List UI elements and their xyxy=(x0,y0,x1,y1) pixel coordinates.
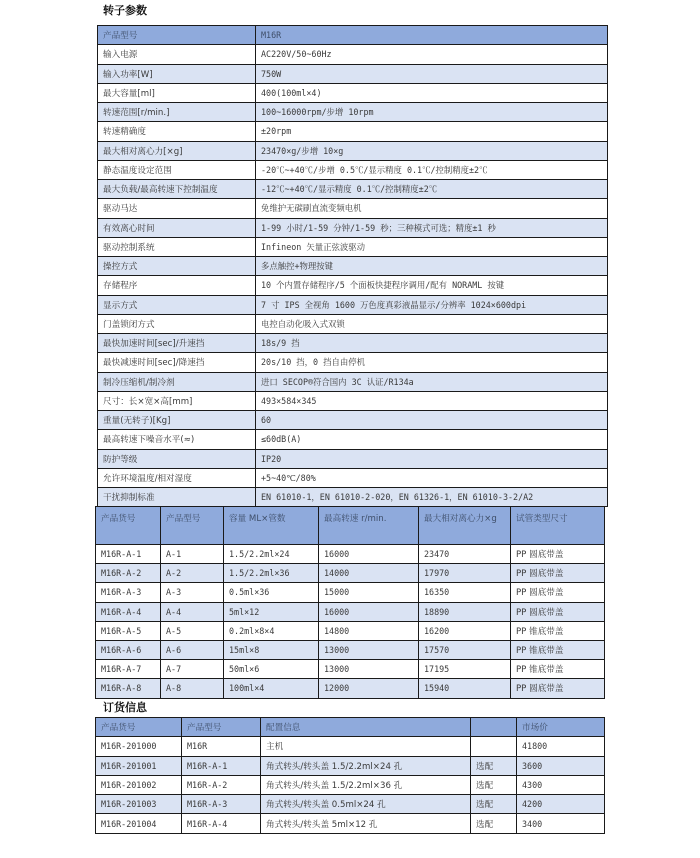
rotor-column-header: 最大相对离心力×g xyxy=(419,507,511,545)
spec-label: 最大相对离心力[×g] xyxy=(98,141,256,160)
spec-value: Infineon 矢量正弦波驱动 xyxy=(256,237,608,256)
spec-label: 产品型号 xyxy=(98,26,256,45)
rotor-cell: 15000 xyxy=(319,583,419,602)
rotor-row xyxy=(96,583,605,602)
rotor-column-header: 试管类型尺寸 xyxy=(511,507,605,545)
spec-row xyxy=(98,468,608,487)
rotor-cell: 1.5/2.2ml×36 xyxy=(224,564,319,583)
spec-label: 门盖锁闭方式 xyxy=(98,314,256,333)
spec-label: 最快减速时间[sec]/降速挡 xyxy=(98,353,256,372)
order-row xyxy=(96,795,605,814)
rotor-cell: M16R-A-7 xyxy=(96,660,161,679)
spec-row xyxy=(98,45,608,64)
spec-label: 干扰抑制标准 xyxy=(98,488,256,507)
rotor-row xyxy=(96,621,605,640)
rotor-cell: 15940 xyxy=(419,679,511,698)
spec-row xyxy=(98,103,608,122)
order-table xyxy=(95,717,605,834)
rotor-column-header: 产品型号 xyxy=(161,507,224,545)
spec-value: 10 个内置存储程序/5 个面板快捷程序调用/配有 NORAML 按键 xyxy=(256,276,608,295)
spec-row xyxy=(98,64,608,83)
spec-section-title: 转子参数 xyxy=(103,4,147,17)
order-cell: M16R-201003 xyxy=(96,795,182,814)
rotor-cell: 14000 xyxy=(319,564,419,583)
order-cell: 主机 xyxy=(261,737,471,756)
spec-value: M16R xyxy=(256,26,608,45)
rotor-cell: PP 锥底带盖 xyxy=(511,621,605,640)
spec-table xyxy=(97,25,608,507)
spec-row xyxy=(98,430,608,449)
spec-label: 制冷压缩机/制冷剂 xyxy=(98,372,256,391)
spec-value: 电控自动化吸入式双锁 xyxy=(256,314,608,333)
spec-value: -20℃~+40℃/步增 0.5℃/显示精度 0.1℃/控制精度±2℃ xyxy=(256,160,608,179)
order-cell: 4300 xyxy=(517,775,605,794)
spec-row xyxy=(98,180,608,199)
order-header-row xyxy=(96,718,605,737)
rotor-cell: M16R-A-6 xyxy=(96,640,161,659)
spec-label: 允许环境温度/相对湿度 xyxy=(98,468,256,487)
order-cell: M16R xyxy=(182,737,261,756)
spec-value: ±20rpm xyxy=(256,122,608,141)
rotor-cell: PP 圆底带盖 xyxy=(511,583,605,602)
rotor-column-header: 产品货号 xyxy=(96,507,161,545)
rotor-cell: M16R-A-4 xyxy=(96,602,161,621)
order-cell: 3600 xyxy=(517,756,605,775)
spec-value: 60 xyxy=(256,411,608,430)
rotor-cell: 1.5/2.2ml×24 xyxy=(224,545,319,564)
spec-value: AC220V/50~60Hz xyxy=(256,45,608,64)
rotor-cell: 16000 xyxy=(319,602,419,621)
spec-row xyxy=(98,488,608,507)
rotor-cell: 12000 xyxy=(319,679,419,698)
spec-row xyxy=(98,199,608,218)
spec-label: 驱动控制系统 xyxy=(98,237,256,256)
spec-value: +5~40℃/80% xyxy=(256,468,608,487)
order-cell: 选配 xyxy=(471,814,517,833)
rotor-row xyxy=(96,660,605,679)
rotor-column-header: 最高转速 r/min. xyxy=(319,507,419,545)
order-cell: M16R-A-4 xyxy=(182,814,261,833)
spec-label: 输入功率[W] xyxy=(98,64,256,83)
spec-row xyxy=(98,141,608,160)
rotor-cell: 17570 xyxy=(419,640,511,659)
rotor-cell: 17970 xyxy=(419,564,511,583)
order-row xyxy=(96,756,605,775)
spec-label: 防护等级 xyxy=(98,449,256,468)
order-column-header: 产品货号 xyxy=(96,718,182,737)
spec-row xyxy=(98,257,608,276)
rotor-cell: 0.5ml×36 xyxy=(224,583,319,602)
rotor-cell: 100ml×4 xyxy=(224,679,319,698)
spec-label: 显示方式 xyxy=(98,295,256,314)
rotor-table xyxy=(95,506,605,699)
order-cell: M16R-201000 xyxy=(96,737,182,756)
spec-row xyxy=(98,295,608,314)
spec-row xyxy=(98,334,608,353)
rotor-cell: A-6 xyxy=(161,640,224,659)
spec-row xyxy=(98,411,608,430)
rotor-row xyxy=(96,602,605,621)
order-cell: 选配 xyxy=(471,795,517,814)
rotor-cell: PP 锥底带盖 xyxy=(511,640,605,659)
order-column-header xyxy=(471,718,517,737)
rotor-cell: PP 圆底带盖 xyxy=(511,545,605,564)
spec-row xyxy=(98,160,608,179)
spec-value: 7 寸 IPS 全视角 1600 万色度真彩液晶显示/分辨率 1024×600dpi xyxy=(256,295,608,314)
spec-row xyxy=(98,237,608,256)
rotor-cell: 16350 xyxy=(419,583,511,602)
rotor-cell: 15ml×8 xyxy=(224,640,319,659)
spec-label: 转速精确度 xyxy=(98,122,256,141)
order-cell: 角式转头/转头盖 5ml×12 孔 xyxy=(261,814,471,833)
spec-row xyxy=(98,391,608,410)
spec-row xyxy=(98,372,608,391)
rotor-cell: A-3 xyxy=(161,583,224,602)
spec-row xyxy=(98,218,608,237)
order-cell: M16R-201001 xyxy=(96,756,182,775)
rotor-cell: A-7 xyxy=(161,660,224,679)
spec-value: 18s/9 挡 xyxy=(256,334,608,353)
rotor-cell: 0.2ml×8×4 xyxy=(224,621,319,640)
rotor-cell: M16R-A-2 xyxy=(96,564,161,583)
order-cell: 41800 xyxy=(517,737,605,756)
spec-value: 750W xyxy=(256,64,608,83)
spec-value: 免维护无碳刷直流变频电机 xyxy=(256,199,608,218)
spec-label: 最高转速下噪音水平(≈) xyxy=(98,430,256,449)
rotor-cell: 18890 xyxy=(419,602,511,621)
rotor-cell: M16R-A-1 xyxy=(96,545,161,564)
spec-value: EN 61010-1，EN 61010-2-020，EN 61326-1，EN 61010-3-2/A2 xyxy=(256,488,608,507)
order-cell: M16R-A-3 xyxy=(182,795,261,814)
rotor-row xyxy=(96,545,605,564)
spec-label: 静态温度设定范围 xyxy=(98,160,256,179)
order-cell: M16R-A-2 xyxy=(182,775,261,794)
spec-row xyxy=(98,122,608,141)
rotor-cell: A-2 xyxy=(161,564,224,583)
order-section-title: 订货信息 xyxy=(103,701,147,714)
rotor-header-row xyxy=(96,507,605,545)
rotor-cell: 23470 xyxy=(419,545,511,564)
spec-value: 20s/10 挡，0 挡自由停机 xyxy=(256,353,608,372)
spec-row xyxy=(98,353,608,372)
spec-label: 尺寸：长×宽×高[mm] xyxy=(98,391,256,410)
spec-label: 重量(无转子)[Kg] xyxy=(98,411,256,430)
rotor-cell: 13000 xyxy=(319,640,419,659)
spec-label: 转速范围[r/min.] xyxy=(98,103,256,122)
order-cell: 选配 xyxy=(471,756,517,775)
order-row xyxy=(96,737,605,756)
spec-label: 最大负载/最高转速下控制温度 xyxy=(98,180,256,199)
spec-header-row xyxy=(98,26,608,45)
rotor-cell: 50ml×6 xyxy=(224,660,319,679)
spec-value: 多点触控+物理按键 xyxy=(256,257,608,276)
order-cell: 角式转头/转头盖 1.5/2.2ml×36 孔 xyxy=(261,775,471,794)
rotor-cell: M16R-A-8 xyxy=(96,679,161,698)
spec-value: 进口 SECOP®符合国内 3C 认证/R134a xyxy=(256,372,608,391)
order-cell: M16R-A-1 xyxy=(182,756,261,775)
order-cell: 3400 xyxy=(517,814,605,833)
order-cell: 选配 xyxy=(471,775,517,794)
order-cell: 4200 xyxy=(517,795,605,814)
rotor-cell: PP 圆底带盖 xyxy=(511,564,605,583)
spec-value: -12℃~+40℃/显示精度 0.1℃/控制精度±2℃ xyxy=(256,180,608,199)
spec-label: 操控方式 xyxy=(98,257,256,276)
spec-value: 23470×g/步增 10×g xyxy=(256,141,608,160)
rotor-cell: A-5 xyxy=(161,621,224,640)
spec-label: 驱动马达 xyxy=(98,199,256,218)
rotor-cell: 16000 xyxy=(319,545,419,564)
rotor-column-header: 容量 ML×管数 xyxy=(224,507,319,545)
rotor-cell: 13000 xyxy=(319,660,419,679)
rotor-row xyxy=(96,640,605,659)
order-column-header: 市场价 xyxy=(517,718,605,737)
spec-value: 1-99 小时/1-59 分钟/1-59 秒；三种模式可选；精度±1 秒 xyxy=(256,218,608,237)
rotor-cell: M16R-A-5 xyxy=(96,621,161,640)
rotor-cell: PP 锥底带盖 xyxy=(511,660,605,679)
spec-value: 400(100ml×4) xyxy=(256,83,608,102)
order-cell: 角式转头/转头盖 1.5/2.2ml×24 孔 xyxy=(261,756,471,775)
spec-row xyxy=(98,83,608,102)
order-column-header: 产品型号 xyxy=(182,718,261,737)
order-cell: M16R-201002 xyxy=(96,775,182,794)
spec-label: 存储程序 xyxy=(98,276,256,295)
order-column-header: 配置信息 xyxy=(261,718,471,737)
rotor-cell: M16R-A-3 xyxy=(96,583,161,602)
spec-row xyxy=(98,449,608,468)
spec-value: IP20 xyxy=(256,449,608,468)
order-row xyxy=(96,814,605,833)
rotor-row xyxy=(96,679,605,698)
order-cell: 角式转头/转头盖 0.5ml×24 孔 xyxy=(261,795,471,814)
spec-row xyxy=(98,314,608,333)
rotor-row xyxy=(96,564,605,583)
rotor-cell: PP 圆底带盖 xyxy=(511,602,605,621)
spec-label: 最大容量[ml] xyxy=(98,83,256,102)
rotor-cell: A-1 xyxy=(161,545,224,564)
rotor-cell: A-4 xyxy=(161,602,224,621)
order-row xyxy=(96,775,605,794)
rotor-cell: 17195 xyxy=(419,660,511,679)
spec-label: 输入电源 xyxy=(98,45,256,64)
order-cell: M16R-201004 xyxy=(96,814,182,833)
spec-label: 最快加速时间[sec]/升速挡 xyxy=(98,334,256,353)
rotor-cell: A-8 xyxy=(161,679,224,698)
spec-label: 有效离心时间 xyxy=(98,218,256,237)
spec-value: ≤60dB(A) xyxy=(256,430,608,449)
spec-row xyxy=(98,276,608,295)
rotor-cell: 14800 xyxy=(319,621,419,640)
rotor-cell: PP 圆底带盖 xyxy=(511,679,605,698)
rotor-cell: 16200 xyxy=(419,621,511,640)
order-cell xyxy=(471,737,517,756)
spec-value: 100~16000rpm/步增 10rpm xyxy=(256,103,608,122)
spec-value: 493×584×345 xyxy=(256,391,608,410)
rotor-cell: 5ml×12 xyxy=(224,602,319,621)
